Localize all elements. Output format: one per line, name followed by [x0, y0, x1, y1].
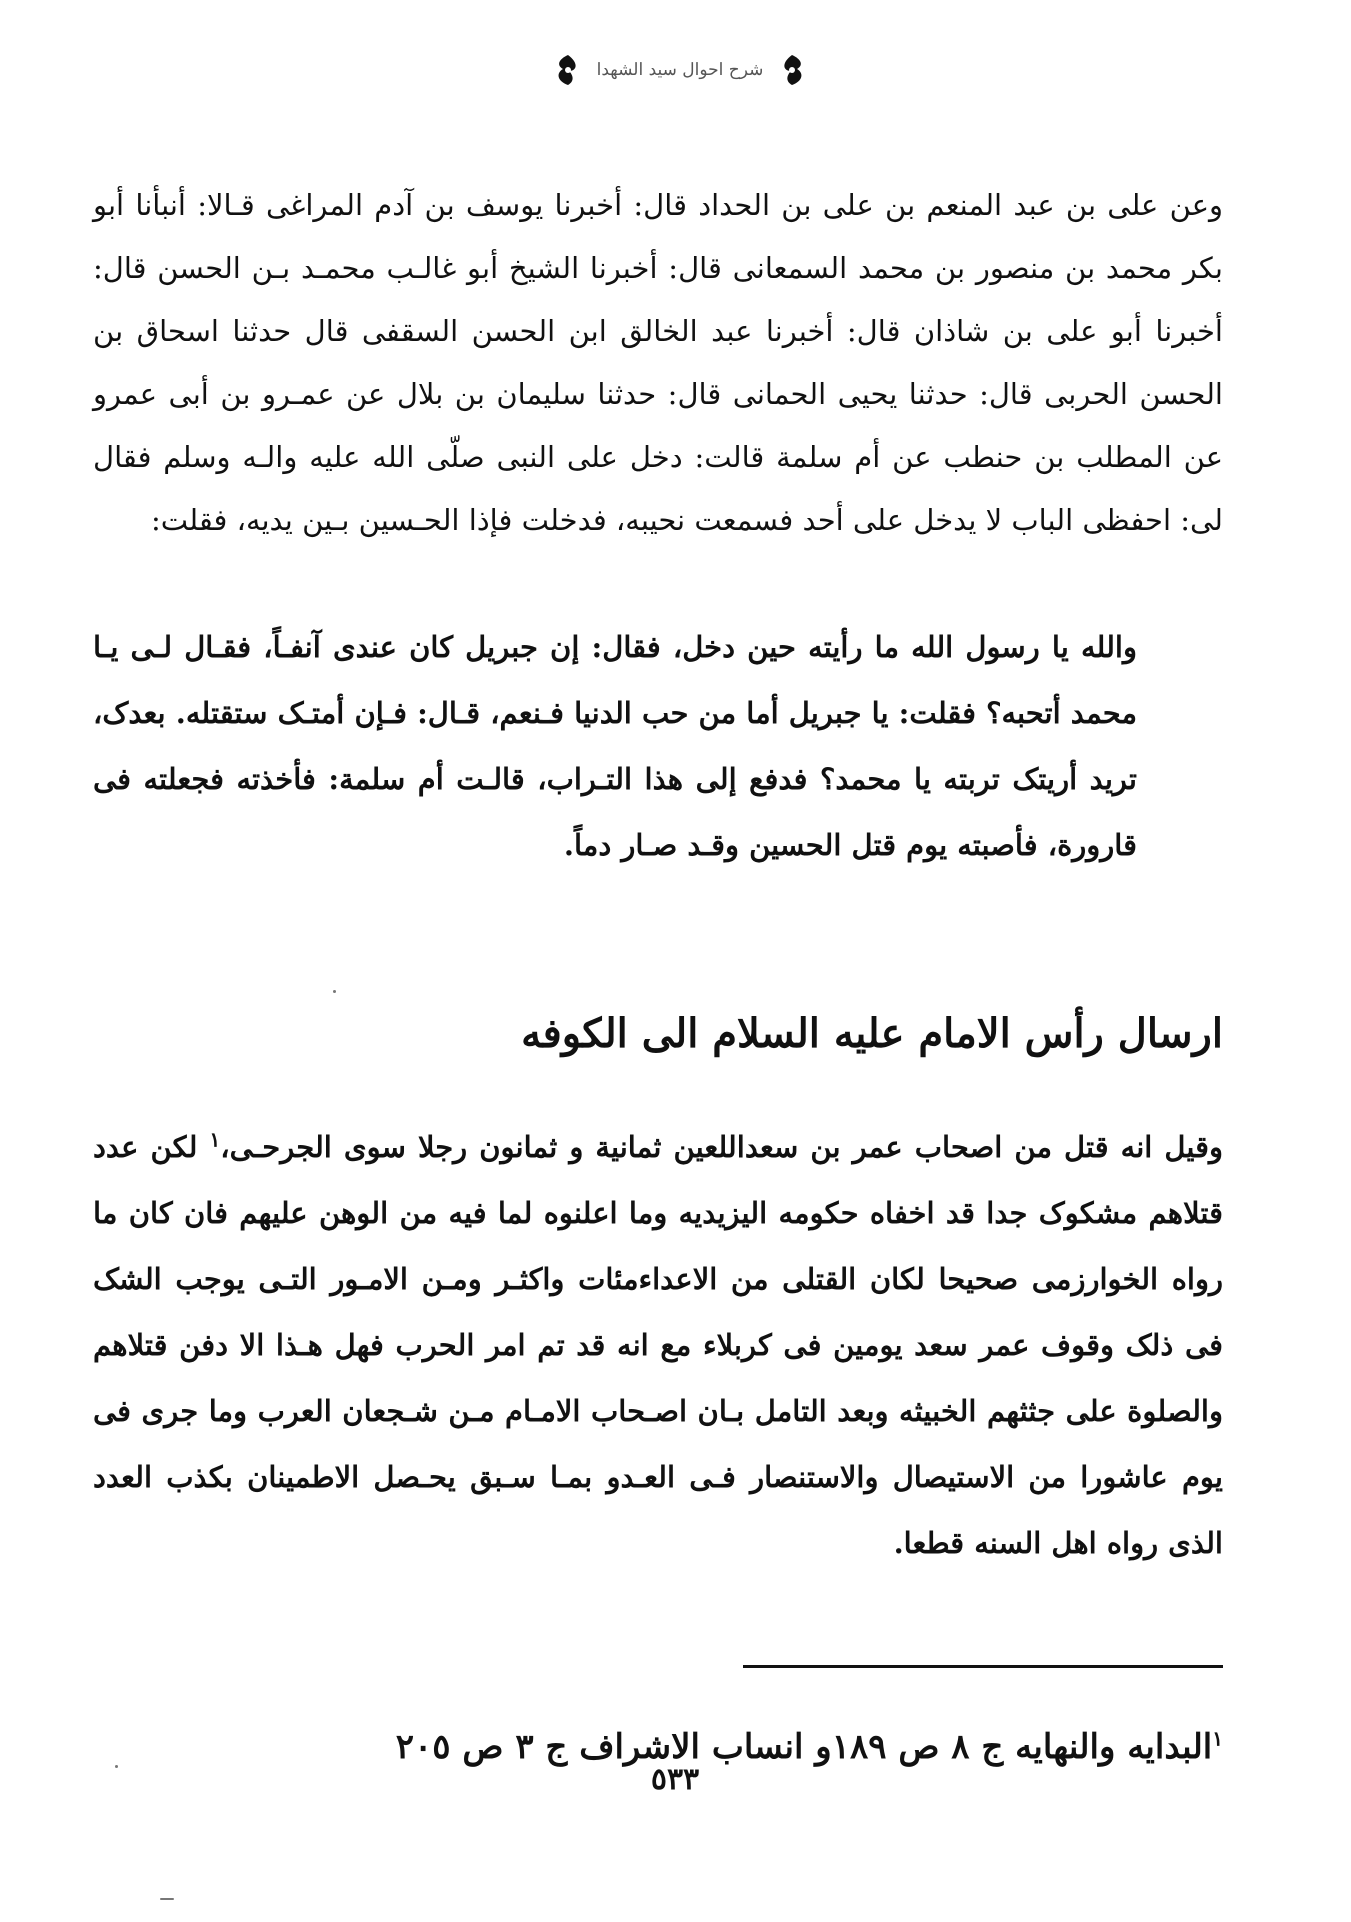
quote-paragraph: والله یا رسول الله ما رأیته حین دخل، فقال: إن جبریل کان عندی آنفـاً، فقـال لـی یـا محمد أتحبه؟ فقلت: یا جبریل أما من حب الدنیا فـنعم، قـال: فـإن أمتـک ستقتله. بعدک، ترید أریتک تربته یا محمد؟ فدفع إلی هذا التـراب، قالـت أم سلمة: فأخذته فجعلته فی قارورة، فأصبته یوم قتل الحسین وقـد صـار دماً. — [93, 630, 1137, 862]
scan-speck — [333, 990, 336, 993]
scan-speck — [115, 1765, 118, 1768]
footnote-marker: ١ — [1212, 1726, 1223, 1751]
footnote-reference[interactable]: ١ — [209, 1127, 221, 1152]
section-text-rest: لکن عدد قتلاهم مشکوک جدا قد اخفاه حکومه الیزیدیه وما اعلنوه لما فیه من الوهن علیهم فان کان ما رواه الخوارزمی صحیحا لکان القتلی من الاعداءمئات واکثـر ومـن الامـور التـی یوجب الشک فی ذلک وقوف عمر سعد یومین فی کربلاء مع انه قد تم امر الحرب فهل هـذا الا دفن قتلاهم والصلوة علی جثثهم الخبیثه وبعد التامل بـان اصـحاب الامـام مـن شـجعان العرب وما جری فی یوم عاشورا من الاستیصال والاستنصار فـی العـدو بمـا سـبق یحـصل الاطمینان بکذب العدد الذی رواه اهل السنه قطعا. — [93, 1130, 1223, 1560]
footnote-separator — [743, 1665, 1223, 1668]
section-paragraph — [93, 1114, 1223, 1576]
narration-paragraph: وعن علی بن عبد المنعم بن علی بن الحداد قال: أخبرنا یوسف بن آدم المراغی قـالا: أنبأنا أبو بکر محمد بن منصور بن محمد السمعانی قال: أخبرنا الشیخ أبو غالـب محمـد بـن الحسن قال: أخبرنا أبو علی بن شاذان قال: أخبرنا عبد الخالق ابن الحسن السقفی قال حدثنا اسحاق بن الحسن الحربی قال: حدثنا یحیی الحمانی قال: حدثنا سلیمان بن بلال عن عمـرو بن أبی عمرو عن المطلب بن حنطب عن أم سلمة قالت: دخل علی النبی صلّی الله علیه والـه وسلم فقال لی: احفظی الباب لا یدخل علی أحد فسمعت نحیبه، فدخلت فإذا الحـسین بـین یدیه، فقلت: — [93, 188, 1223, 537]
scan-speck — [160, 1898, 174, 1900]
header-title: شرح احوال سید الشهدا — [596, 60, 764, 80]
section-text-start: وقیل انه قتل من اصحاب عمر بن سعداللعین ثمانیة و ثمانون رجلا سوی الجرحـی، — [220, 1130, 1224, 1164]
ornament-left-icon — [553, 53, 583, 87]
page-number: ٥٣٣ — [650, 1762, 700, 1797]
ornament-right-icon — [777, 53, 807, 87]
running-header — [440, 48, 920, 92]
footnote-text: البدایه والنهایه ج ٨ ص ١٨٩و انساب الاشراف ج ٣ ص ٢٠٥ — [395, 1727, 1213, 1767]
section-title: ارسال رأس الامام علیه السلام الی الکوفه — [521, 1010, 1223, 1057]
